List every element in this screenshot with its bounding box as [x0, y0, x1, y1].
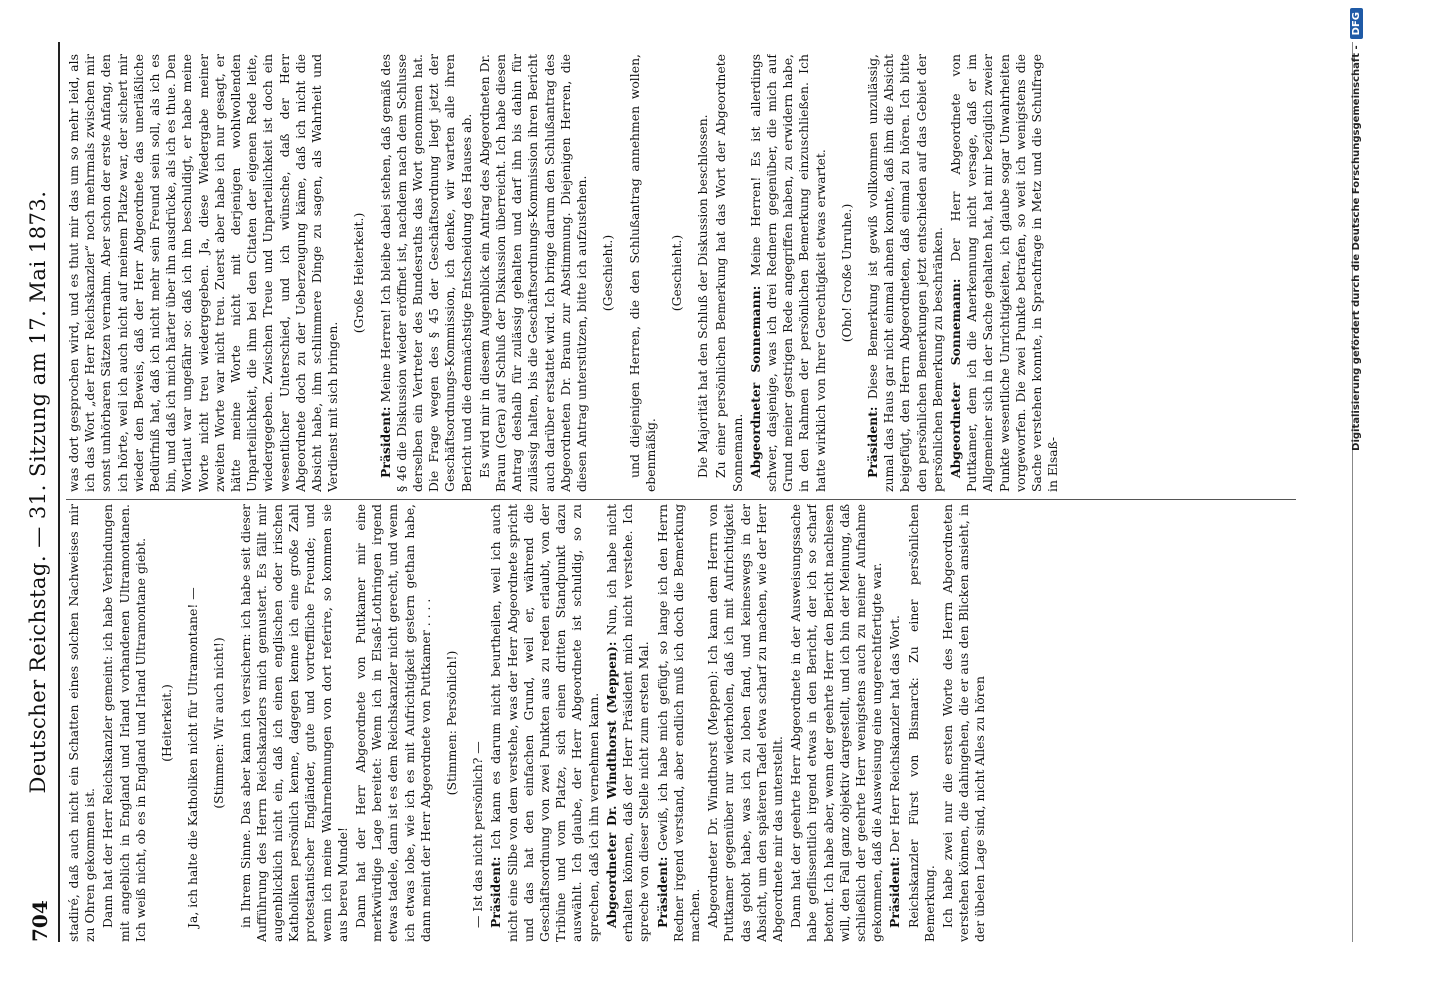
paragraph: [788, 504, 885, 942]
page-number: 704: [28, 900, 52, 942]
stage-direction: [600, 54, 616, 492]
paragraph: [470, 504, 486, 942]
stage-direction: [669, 54, 685, 492]
paragraph: [695, 54, 711, 492]
paragraph: [906, 504, 938, 942]
stage-direction: [444, 504, 460, 942]
paragraph-text: (Geschieht.): [600, 234, 616, 312]
paragraph: [238, 504, 351, 942]
paragraph-text: was dort gesprochen wird, und es thut mir das um so mehr leid, als ich das Wort „der Herr Reichskanzler“ noch mehrmals zwischen mir sonst unhörbaren Sätzen vernahm. Aber schon der erste Anfang, den ich hörte, weil ich auch nicht auf meinem Platze war, der sichert mir wieder den Beweis, daß der Herr Abgeordnete das unerläßliche Bedürfniß hat, daß ich nicht mehr sein Freund sein soll, als ich es bin, und daß ich mich härter über ihn ausdrücke, als ich es thue. Den Wortlaut war ungefähr so: daß ich ihn beschuldigt, er habe meine Worte nicht treu wiedergegeben. Ja, diese Wiedergabe meiner zweiten Worte war nicht treu. Zuerst aber habe ich nur gesagt, er hätte meine Worte nicht mit derjenigen wohlwollenden Unparteilichkeit, die ihm bei den Citaten der eigenen Rede leite, wiedergegeben. Zwischen Treue und Unparteilichkeit ist doch ein wesentlicher Unterschied, und ich wünsche, daß der Herr Abgeordnete doch zu der Ueberzeugung käme, daß ich nicht die Absicht habe, ihm schlimmere Dinge zu sagen, als Wahrheit und Verdienst mit sich bringen.: [66, 54, 341, 492]
running-title: Deutscher Reichstag. — 31. Sitzung am 17. Mai 1873.: [26, 190, 50, 794]
paragraph-text: Ich kann es darum nicht beurtheilen, weil ich auch nicht eine Silbe von dem verstehe, was der Herr Abgeordnete spricht und das hat den einfachen Grund, weil er, während die Geschäftsordnung von zwei Punkten aus zu reden erlaubt, von der Tribüne und vom Platze, sich einen dritten Standpunkt dazu auswählt. Ich glaube, der Herr Abgeordnete ist schuldig, so zu sprechen, daß ich ihn vernehmen kann.: [488, 504, 601, 942]
page-header: [24, 42, 60, 942]
paragraph: [477, 54, 590, 492]
paragraph: [66, 504, 98, 942]
speaker-name: Präsident:: [864, 406, 880, 478]
paragraph-text: stadiré, daß auch nicht ein Schatten eines solchen Nachweises mir zu Ohren gekommen ist.: [66, 504, 98, 942]
stage-direction: [159, 504, 175, 942]
paragraph-text: (Heiterkeit.): [159, 684, 175, 762]
dfg-logo: DFG: [1350, 8, 1363, 39]
paragraph: [66, 54, 341, 492]
paragraph: [705, 504, 786, 942]
paragraph-text: Dann hat der Herr Reichskanzler gemeint: ich habe Verbindungen mit angeblich in England und Irland vorhandenen Ultramontanen. Ich weiß nicht, ob es in England und Irland Ultramontane giebt.: [100, 504, 148, 942]
stage-direction: [351, 54, 367, 492]
paragraph-text: Ja, ich halte die Katholiken nicht für Ultramontane! —: [185, 587, 201, 928]
paragraph-text: Nun, ich habe nicht erhalten können, daß der Herr Präsident mich nicht verstehe. Ich spreche von dieser Stelle nicht zum ersten Mal.: [603, 504, 652, 942]
speaker-name: Abgeordneter Sonnemann:: [747, 285, 763, 478]
paragraph-text: (Oho! Große Unruhe.): [838, 203, 854, 343]
paragraph-text: (Stimmen: Wir auch nicht!): [211, 637, 227, 809]
speaker-name: Präsident:: [654, 856, 670, 928]
paragraph-text: Zu einer persönlichen Bemerkung hat das Wort der Abgeordnete Sonnemann.: [713, 54, 745, 492]
paragraph: [948, 54, 1061, 492]
paragraph-text: Meine Herren! Ich bleibe dabei stehen, daß gemäß des § 46 die Diskussion wieder eröffnet ist, nachdem nach dem Schlusse derselben ein Vertreter des Bundesraths das Wort genommen hat. Die Frage wegen des § 45 der Geschäftsordnung liegt jetzt der Geschäftsordnungs-Kommission, ich denke, wir warten alle ihren Bericht und die demnächstige Entscheidung des Hauses ab.: [377, 54, 474, 492]
paragraph-text: Die Majorität hat den Schluß der Diskussion beschlossen.: [695, 114, 711, 478]
paragraph-text: Der Herr Reichskanzler hat das Wort.: [887, 615, 903, 853]
paragraph-text: Der Herr Abgeordnete von Puttkamer, dem ich die Anerkennung nicht versage, daß er im Allgemeiner sich in der Sache gehalten hat, hat mir bezüglich zweier Punkte wesentliche Unrichtigkeiten, ich glaube sogar Unwahrheiten vorgeworfen. Die zwei Punkte betrafen, so weit ich wenigstens die Sache verstehen konnte, in Sprachfrage in Metz und die Schulfrage in Elsaß-: [947, 54, 1061, 492]
digitization-footer: [1350, 8, 1363, 451]
paragraph-text: Dann hat der Herr Abgeordnete von Puttkamer mir eine merkwürdige Lage bereitet: Wenn ich in Elsaß-Lothringen irgend etwas tadele, dann ist es dem Reichskanzler nicht gerecht, und wenn ich etwas lobe, wie ich es mit Aufrichtigkeit gestern gethan habe, dann meint der Herr Abgeordnete von Puttkamer . . . .: [353, 504, 433, 942]
speaker-name: Präsident:: [377, 406, 393, 478]
speaker-name: Präsident:: [488, 856, 504, 928]
paragraph-text: Reichskanzler Fürst von Bismarck: Zu einer persönlichen Bemerkung.: [905, 504, 937, 942]
paragraph-text: (Große Heiterkeit.): [351, 212, 367, 334]
paragraph: [185, 504, 201, 942]
paragraph-text: — Ist das nicht persönlich? —: [470, 741, 486, 928]
paragraph-text: in Ihrem Sinne. Das aber kann ich versichern: ich habe seit dieser Aufführung des Herrn Reichskanzlers mich gemustert. Es fällt mir augenblicklich nicht ein, daß ich einen englischen oder irischen Katholiken persönlich kenne, dagegen kenne ich eine große Zahl protestantischer Engländer, gute und vortreffliche Freunde; und wenn ich meine Wahrnehmungen von dort referire, so kommen sie aus bereu Munde!: [237, 504, 350, 942]
speaker-name: Abgeordneter Dr. Windthorst (Meppen):: [603, 641, 619, 928]
paragraph: [488, 504, 601, 942]
paragraph: [627, 54, 659, 492]
text-column-left: [66, 504, 1346, 942]
paragraph-text: (Stimmen: Persönlich!): [444, 650, 460, 796]
paragraph-text: Meine Herren! Es ist allerdings schwer, dasjenige, was ich drei Rednern gegenüber, die mich auf Grund meiner gestrigen Rede angegriffen haben, zu erwidern habe, in den Rahmen der persönlichen Bemerkung einzuschließen. Ich hatte wirklich von Ihrer Gerechtigkeit etwas erwartet.: [747, 54, 828, 492]
paragraph-text: Ich habe zwei nur die ersten Worte des Herrn Abgeordneten verstehen können, die dahingehen, die er aus den Blicken ansieht, in der übelen Lage sind, nicht Alles zu hören: [939, 504, 988, 942]
paragraph: [865, 54, 946, 492]
paragraph: [713, 54, 745, 492]
paragraph-text: Gewiß, ich habe mich gefügt, so lange ich den Herrn Redner irgend verstand, aber endlich muß ich doch die Bemerkung machen.: [654, 504, 702, 942]
paragraph: [940, 504, 989, 942]
paragraph: [887, 504, 903, 942]
stage-direction: [211, 504, 227, 942]
paragraph: [100, 504, 149, 942]
column-divider: [66, 499, 1296, 500]
speaker-name: Abgeordneter Sonnemann:: [947, 278, 963, 478]
paragraph-text: Diese Bemerkung ist gewiß vollkommen unzulässig, zumal das Haus gar nicht einmal ahnen konnte, daß ihm die Absicht beigefügt, den Herrn Abgeordneten, daß einmal zu hören. Ich bitte den persönlichen Bemerkungen jetzt entschieden auf das Gebiet der persönlichen Bemerkung zu beschränken.: [864, 54, 945, 492]
paragraph: [353, 504, 434, 942]
paragraph: [604, 504, 653, 942]
paragraph: [378, 54, 475, 492]
digitization-credit: Digitalisierung gefördert durch die Deutsche Forschungsgemeinschaft -: [1351, 45, 1362, 451]
stage-direction: [839, 54, 855, 492]
paragraph-text: Es wird mir in diesem Augenblick ein Antrag des Abgeordneten Dr. Braun (Gera) auf Schluß der Diskussion überreicht. Ich habe diesen Antrag deshalb für zulässig gehalten und darf ihn bis dahin für zulässig halten, bis die Geschäftsordnungs-Kommission ihren Bericht auch darüber erstattet wird. Ich bringe darum den Schlußantrag des Abgeordneten Dr. Braun zur Abstimmung. Diejenigen Herren, die diesen Antrag unterstützen, bitte ich aufzustehen.: [476, 54, 590, 492]
text-column-right: [66, 54, 1346, 492]
paragraph: [655, 504, 704, 942]
paragraph-text: und diejenigen Herren, die den Schlußantrag annehmen wollen, ebenmäßig.: [626, 54, 658, 492]
paragraph-text: Dann hat der geehrte Herr Abgeordnete in der Ausweisungssache habe geflissentlich irgend etwas in den Bericht, der ich so scharf betont. Ich habe aber, wenn der geehrte Herr den Bericht nachlesen will, den Fall ganz objektiv dargestellt, und ich bin der Meinung, daß schließlich der geehrte Herr wenigstens auch zu meiner Aufnahme gekommen, daß die Ausweisung eine ungerechtfertigte war.: [788, 504, 885, 942]
paragraph-text: (Geschieht.): [668, 234, 684, 312]
paragraph-text: Abgeordneter Dr. Windthorst (Meppen): Ich kann dem Herrn von Puttkamer gegenüber nur wiederholen, daß ich mit Aufrichtigkeit das gelobt habe, was ich zu loben fand, und keineswegs in der Absicht, um den späteren Tadel etwa scharf zu machen, wie der Herr Abgeordnete mir das unterstellt.: [705, 504, 785, 942]
speaker-name: Präsident:: [887, 856, 903, 928]
paragraph: [748, 54, 829, 492]
